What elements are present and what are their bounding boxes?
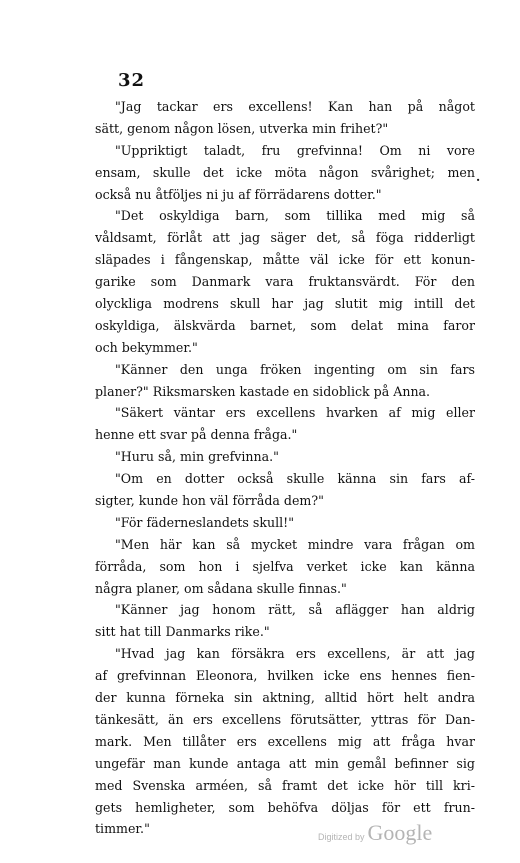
- paragraph: [95, 205, 475, 358]
- text-line: "Hvad jag kan försäkra ers excellens, är att jag: [115, 646, 475, 662]
- paragraph: [95, 140, 475, 206]
- watermark-brand: Google: [367, 820, 433, 845]
- paragraph: [95, 359, 475, 403]
- watermark-prefix: Digitized by: [318, 832, 365, 842]
- text-line: olyckliga modrens skull har jag slutit mig intill det: [95, 296, 475, 312]
- text-line: gets hemligheter, som behöfva döljas för ett frun-: [95, 799, 475, 815]
- text-line: mark. Men tillåter ers excellens mig att fråga hvar: [95, 733, 475, 749]
- text-line: "Det oskyldiga barn, som tillika med mig så: [115, 208, 475, 224]
- text-line: oskyldiga, älskvärda barnet, som delat mina faror: [95, 317, 475, 333]
- text-line: sitt hat till Danmarks rike.": [95, 624, 270, 640]
- text-line: garike som Danmark vara fruktansvärdt. För den: [95, 274, 475, 290]
- text-line: släpades i fångenskap, måtte väl icke för ett konun-: [95, 252, 475, 268]
- text-line: "Huru så, min grefvinna.": [115, 449, 279, 465]
- paragraph: [95, 96, 475, 140]
- text-line: förråda, som hon i sjelfva verket icke kan känna: [95, 558, 475, 574]
- text-line: "Men här kan så mycket mindre vara frågan om: [115, 536, 475, 552]
- paragraph: [95, 402, 475, 446]
- text-line: timmer.": [95, 821, 150, 837]
- text-line: tänkesätt, än ers excellens förutsätter, yttras för Dan-: [95, 711, 475, 727]
- text-line: sigter, kunde hon väl förråda dem?": [95, 493, 324, 509]
- paragraph: [95, 446, 475, 468]
- text-line: henne ett svar på denna fråga.": [95, 427, 298, 443]
- paragraph: [95, 599, 475, 643]
- body-text: [95, 96, 475, 840]
- text-line: våldsamt, förlåt att jag säger det, så föga ridderligt: [95, 230, 475, 246]
- text-line: "Känner jag honom rätt, så aflägger han aldrig: [115, 602, 475, 618]
- paragraph: [95, 512, 475, 534]
- text-line: "Om en dotter också skulle känna sin fars af-: [115, 471, 475, 487]
- text-line: planer?" Riksmarsken kastade en sidoblick på Anna.: [95, 383, 431, 399]
- paragraph: [95, 643, 475, 840]
- text-line: sätt, genom någon lösen, utverka min frihet?": [95, 120, 389, 136]
- text-line: "Säkert väntar ers excellens hvarken af mig eller: [115, 405, 475, 421]
- text-line: några planer, om sådana skulle finnas.": [95, 580, 347, 596]
- text-line: "Känner den unga fröken ingenting om sin fars: [115, 361, 475, 377]
- paragraph: [95, 534, 475, 600]
- page-number: 32: [118, 70, 146, 91]
- paragraph: [95, 468, 475, 512]
- text-line: af grefvinnan Eleonora, hvilken icke ens hennes fien-: [95, 668, 475, 684]
- text-line: med Svenska arméen, så framt det icke hör till kri-: [95, 777, 475, 793]
- text-line: "Uppriktigt taladt, fru grefvinna! Om ni vore: [115, 142, 475, 158]
- text-line: också nu åtföljes ni ju af förrädarens dotter.": [95, 186, 382, 202]
- text-line: "Jag tackar ers excellens! Kan han på något: [115, 99, 475, 114]
- text-line: ensam, skulle det icke möta någon svårighet; men: [95, 164, 475, 180]
- text-line: der kunna förneka sin aktning, alltid hört helt andra: [95, 690, 475, 706]
- text-line: "För fäderneslandets skull!": [115, 514, 294, 530]
- digitization-watermark: [318, 820, 432, 846]
- text-line: och bekymmer.": [95, 339, 198, 355]
- stray-print-mark: .: [476, 170, 481, 184]
- text-line: ungefär man kunde antaga att min gemål befinner sig: [95, 755, 475, 771]
